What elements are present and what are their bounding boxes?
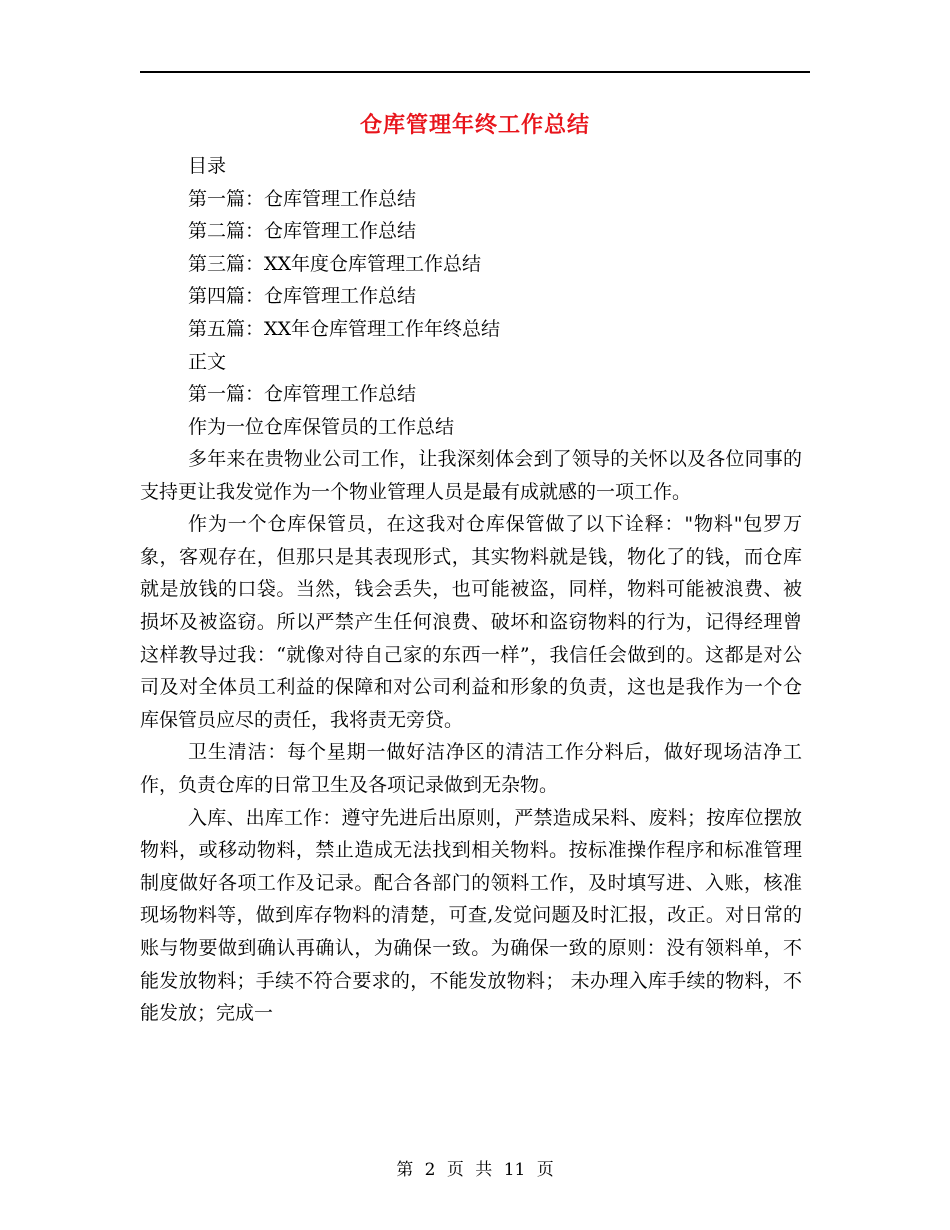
toc-item: 第二篇：仓库管理工作总结 [188, 220, 417, 243]
section-subtitle: 作为一位仓库保管员的工作总结 [188, 415, 455, 438]
paragraph: 卫生清洁：每个星期一做好洁净区的清洁工作分料后，做好现场洁净工作，负责仓库的日常卫生及各项记录做到无杂物。 [140, 741, 802, 796]
toc-item: 第五篇：XX年仓库管理工作年终总结 [188, 317, 501, 340]
section-heading: 第一篇：仓库管理工作总结 [188, 383, 417, 406]
document-body [140, 443, 802, 1030]
toc-item: 第四篇：仓库管理工作总结 [188, 285, 417, 308]
toc-item: 第三篇：XX年度仓库管理工作总结 [188, 252, 482, 275]
toc-item: 第一篇：仓库管理工作总结 [188, 187, 417, 210]
body-heading: 正文 [188, 350, 227, 373]
document-title: 仓库管理年终工作总结 [359, 113, 590, 138]
paragraph: 多年来在贵物业公司工作，让我深刻体会到了领导的关怀以及各位同事的支持更让我发觉作为一个物业管理人员是最有成就感的一项工作。 [140, 448, 802, 503]
page-number-footer: 第 2 页 共 11 页 [396, 1160, 554, 1180]
paragraph: 入库、出库工作：遵守先进后出原则，严禁造成呆料、废料；按库位摆放物料，或移动物料，禁止造成无法找到相关物料。按标准操作程序和标准管理制度做好各项工作及记录。配合各部门的领料工作，及时填写进、入账，核准现场物料等，做到库存物料的清楚，可查,发觉问题及时汇报，改正。对日常的账与物要做到确认再确认，为确保一致。为确保一致的原则：没有领料单，不能发放物料；手续不符合要求的，不能发放物料； 未办理入库手续的物料，不能发放；完成一 [140, 806, 802, 1025]
paragraph: 作为一个仓库保管员，在这我对仓库保管做了以下诠释："物料"包罗万象，客观存在，但那只是其表现形式，其实物料就是钱，物化了的钱，而仓库就是放钱的口袋。当然，钱会丢失，也可能被盗，同样，物料可能被浪费、被损坏及被盗窃。所以严禁产生任何浪费、破坏和盗窃物料的行为，记得经理曾这样教导过我：“就像对待自己家的东西一样”，我信任会做到的。这都是对公司及对全体员工利益的保障和对公司利益和形象的负责，这也是我作为一个仓库保管员应尽的责任，我将责无旁贷。 [140, 513, 802, 731]
header-rule [140, 71, 810, 73]
table-of-contents [188, 150, 500, 443]
toc-heading: 目录 [188, 155, 227, 177]
